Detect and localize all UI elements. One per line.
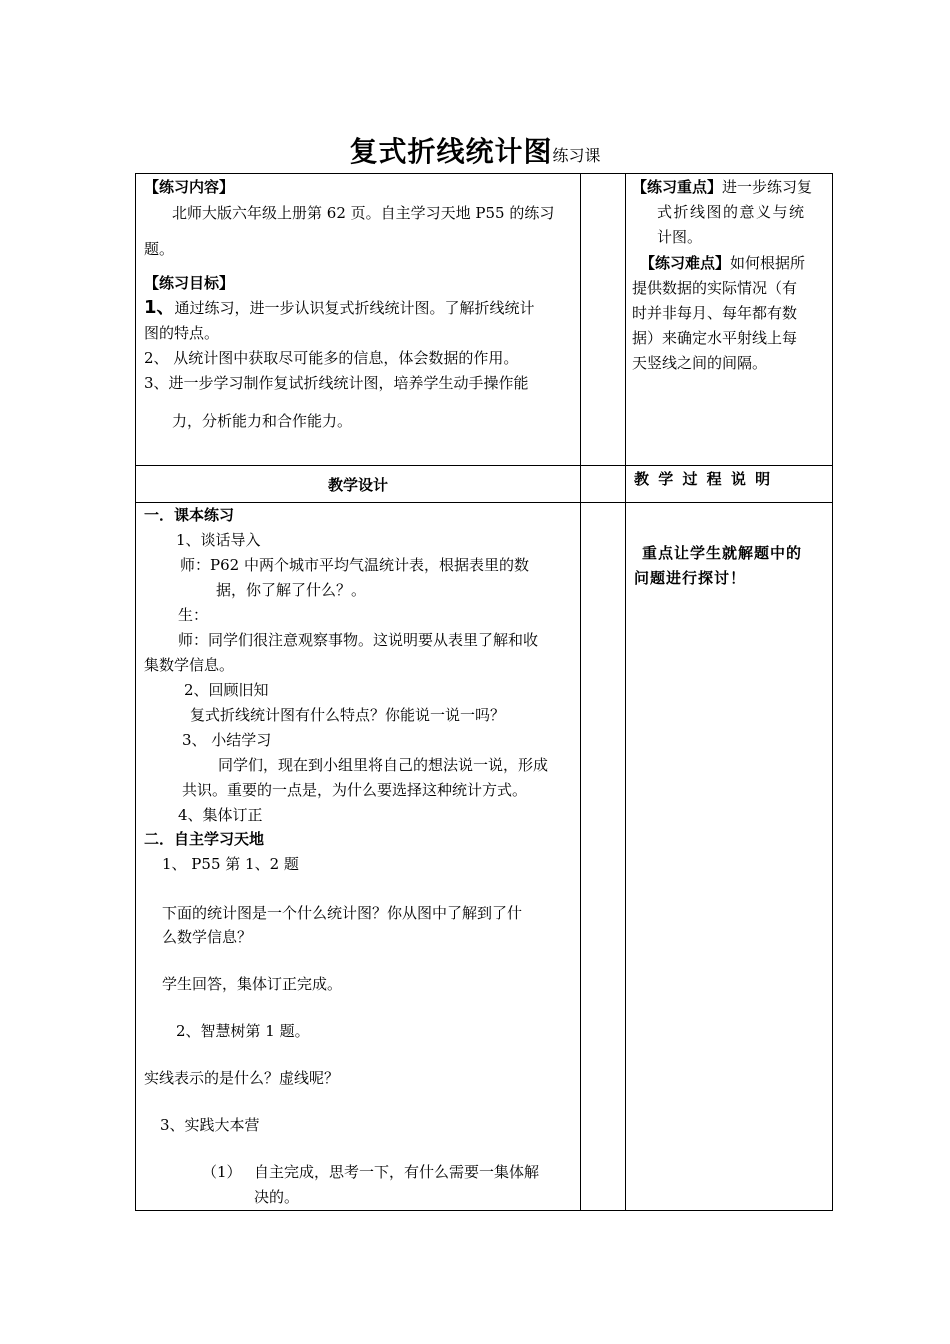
question-3: 实线表示的是什么？虚线呢？ bbox=[144, 1069, 340, 1087]
item-1-2: 2、回顾旧知 bbox=[184, 681, 269, 699]
goal-3-line-2: 力，分析能力和合作能力。 bbox=[172, 412, 353, 430]
question-2-line-1: 下面的统计图是一个什么统计图？你从图中了解到了什 bbox=[162, 904, 523, 922]
item-2-3: 3、实践大本营 bbox=[160, 1116, 260, 1134]
goal-heading: 【练习目标】 bbox=[144, 274, 235, 292]
item-2-3-1-line-2: 决的。 bbox=[254, 1188, 300, 1206]
lesson-table bbox=[135, 173, 833, 1211]
student-line: 生： bbox=[178, 606, 209, 624]
title-main: 复式折线统计图 bbox=[349, 135, 553, 168]
column-divider-2 bbox=[625, 174, 626, 1210]
teacher-line-2: 据，你了解了什么？。 bbox=[216, 581, 367, 599]
key-point-line-1: 进一步练习复 bbox=[722, 178, 813, 196]
teacher-line-4: 集数学信息。 bbox=[144, 656, 235, 674]
item-2-2: 2、智慧树第 1 题。 bbox=[176, 1022, 310, 1040]
content-line-1: 北师大版六年级上册第 62 页。自主学习天地 P55 的练习 bbox=[172, 204, 555, 222]
difficulty-label: 【练习难点】 bbox=[640, 254, 731, 272]
goal-1-line-1: 通过练习，进一步认识复式折线统计图。了解折线统计 bbox=[174, 299, 535, 317]
summary-line-1: 同学们，现在到小组里将自己的想法说一说，形成 bbox=[218, 756, 549, 774]
goal-1-number: 1、 bbox=[144, 297, 175, 318]
item-1-4: 4、集体订正 bbox=[178, 806, 263, 824]
row-divider-2 bbox=[136, 502, 832, 503]
difficulty-line-4: 据）来确定水平射线上每 bbox=[632, 329, 798, 347]
key-point-label: 【练习重点】 bbox=[632, 178, 723, 196]
item-2-3-1-line-1: 自主完成，思考一下，有什么需要一集体解 bbox=[254, 1163, 540, 1181]
item-2-3-1-number: （1） bbox=[202, 1163, 242, 1181]
item-1-1: 1、谈话导入 bbox=[176, 531, 261, 549]
summary-line-2: 共识。重要的一点是，为什么要选择这种统计方式。 bbox=[182, 781, 528, 799]
goal-3-line-1: 3、进一步学习制作复试折线统计图，培养学生动手操作能 bbox=[144, 374, 529, 392]
teaching-design-header: 教学设计 bbox=[327, 476, 388, 494]
section-1-heading: 一．课本练习 bbox=[144, 506, 235, 524]
column-divider-1 bbox=[580, 174, 581, 1210]
key-point-line-2: 式折线图的意义与统 bbox=[657, 203, 806, 221]
goal-1-line-2: 图的特点。 bbox=[144, 324, 220, 342]
teacher-line-3: 师：同学们很注意观察事物。这说明要从表里了解和收 bbox=[178, 631, 539, 649]
review-question: 复式折线统计图有什么特点？你能说一说一吗？ bbox=[190, 706, 506, 724]
content-line-2: 题。 bbox=[144, 240, 175, 258]
item-2-1: 1、 P55 第 1、2 题 bbox=[162, 855, 299, 873]
item-1-3: 3、 小结学习 bbox=[182, 731, 272, 749]
difficulty-line-1: 如何根据所 bbox=[730, 254, 806, 272]
answer-line: 学生回答，集体订正完成。 bbox=[162, 975, 343, 993]
row-divider-1 bbox=[136, 465, 832, 466]
section-2-heading: 二．自主学习天地 bbox=[144, 830, 265, 848]
teaching-process-header: 教 学 过 程 说 明 bbox=[634, 470, 773, 488]
note-line-1: 重点让学生就解题中的 bbox=[642, 544, 803, 562]
difficulty-line-2: 提供数据的实际情况（有 bbox=[632, 279, 798, 297]
difficulty-line-3: 时并非每月、每年都有数 bbox=[632, 304, 798, 322]
difficulty-line-5: 天竖线之间的间隔。 bbox=[632, 354, 768, 372]
note-line-2: 问题进行探讨！ bbox=[634, 569, 747, 587]
teacher-line-1: 师：P62 中两个城市平均气温统计表，根据表里的数 bbox=[180, 556, 529, 574]
page-title bbox=[0, 130, 950, 170]
question-2-line-2: 么数学信息？ bbox=[162, 928, 253, 946]
key-point-line-3: 计图。 bbox=[657, 228, 703, 246]
title-sub: 练习课 bbox=[552, 146, 601, 165]
goal-2: 2、 从统计图中获取尽可能多的信息，体会数据的作用。 bbox=[144, 349, 519, 367]
content-heading: 【练习内容】 bbox=[144, 178, 235, 196]
